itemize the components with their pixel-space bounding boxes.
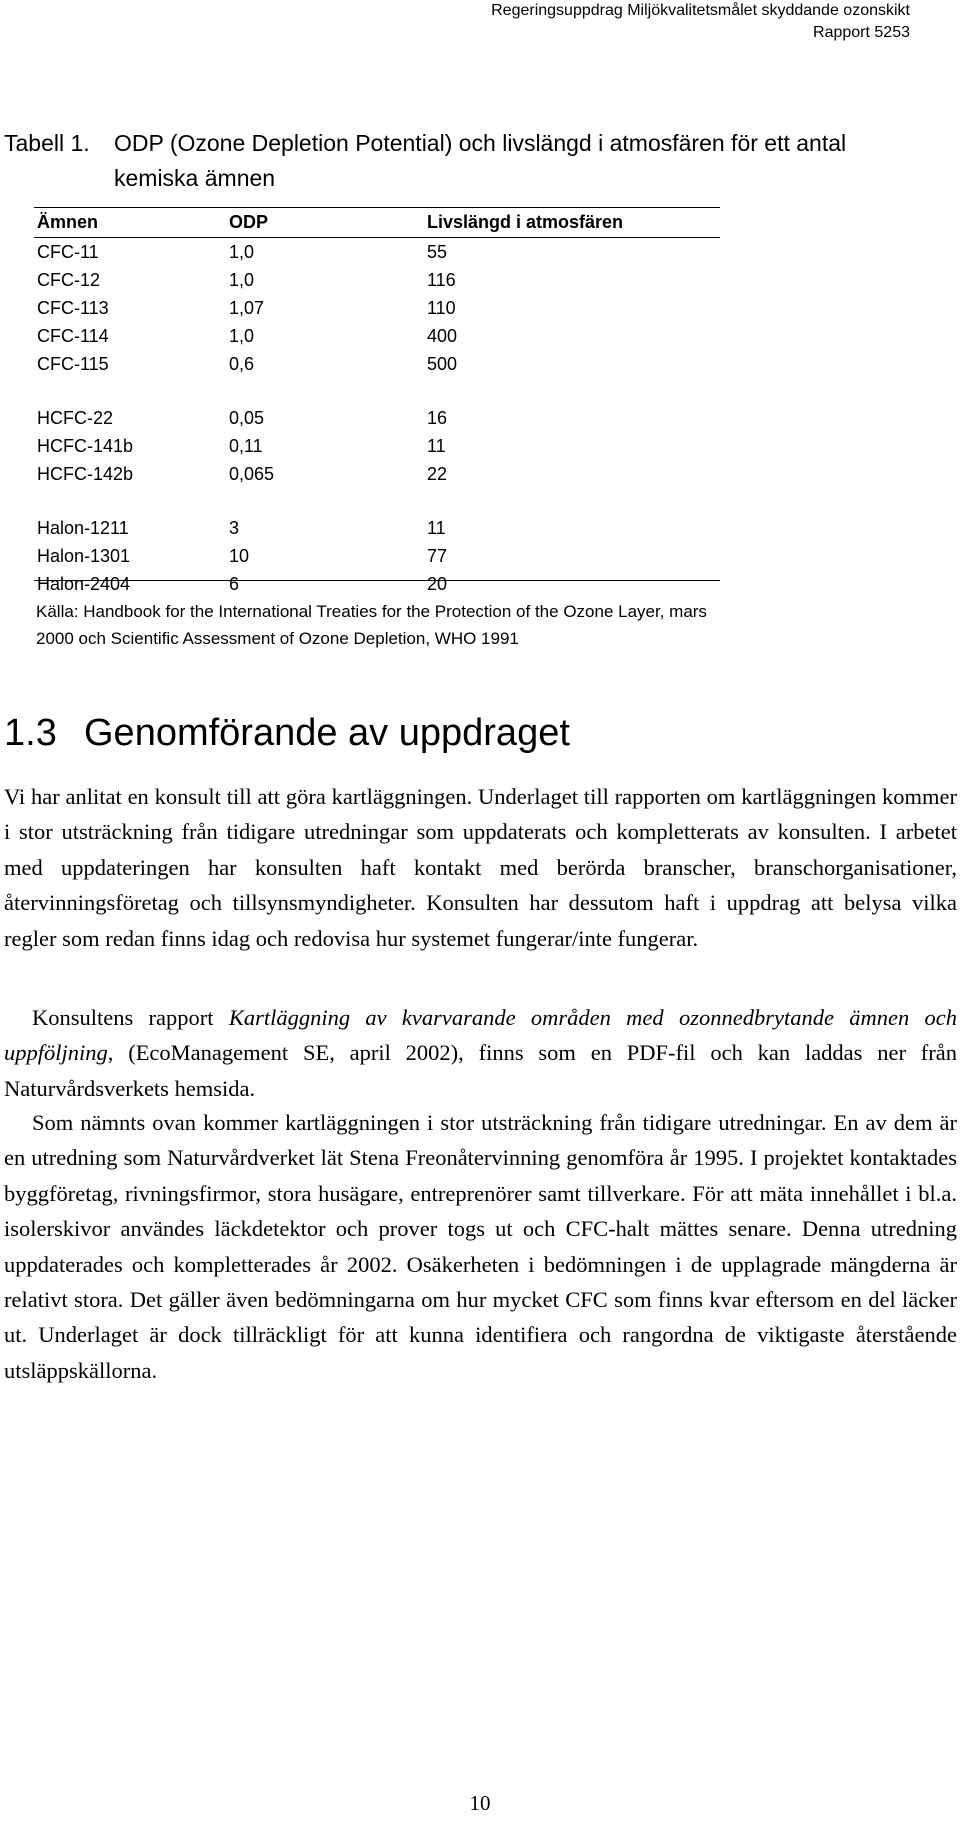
cell-odp: 10: [229, 546, 250, 566]
cell-substance: Halon-1301: [37, 546, 131, 566]
body-paragraph: Som nämnts ovan kommer kartläggningen i stor utsträckning från tidigare utredningar. En av dem är en utredning som Naturvårdverket lät Stena Freonåtervinning genomföra år 1995. I projektet kontaktades byggföretag, rivningsfirmor, stora husägare, entreprenörer samt tillverkare. För att mäta innehållet i bl.a. isolerskivor användes läckdetektor och prover togs ut och CFC-halt mättes senare. Denna utredning uppdaterades och kompletterades år 2002. Osäkerheten i bedömningen i de upplagrade mängderna är relativt stora. Det gäller även bedömningarna om hur mycket CFC som finns kvar eftersom en del läcker ut. Underlaget är dock tillräckligt för att kunna identifiera och rangordna de viktigaste återstående utsläppskällorna.: [4, 1110, 957, 1383]
table-row: [34, 238, 720, 266]
cell-odp: 1,0: [229, 242, 255, 262]
table-row: [34, 322, 720, 350]
cell-substance: CFC-12: [37, 270, 101, 290]
cell-odp: 0,05: [229, 408, 265, 428]
cell-lifetime: 400: [427, 326, 458, 346]
running-header: [491, 0, 910, 44]
cell-substance: Halon-2404: [37, 574, 131, 594]
table-row: [34, 570, 720, 598]
cell-odp: 0,6: [229, 354, 255, 374]
cell-substance: CFC-114: [37, 326, 109, 346]
table-caption-text: ODP (Ozone Depletion Potential) och livslängd i atmosfären för ett antal kemiska ämnen: [114, 130, 847, 191]
table-row: [34, 404, 720, 432]
cell-substance: HCFC-141b: [37, 436, 134, 456]
cell-lifetime: 16: [427, 408, 448, 428]
table-row: [34, 350, 720, 378]
table-source-note: Källa: Handbook for the International Treaties for the Protection of the Ozone Layer, mars 2000 och Scientific Assessment of Ozone Depletion, WHO 1991: [36, 602, 707, 648]
table-row: [34, 460, 720, 488]
cell-odp: 0,11: [229, 436, 263, 456]
cell-substance: CFC-113: [37, 298, 109, 318]
cell-lifetime: 11: [427, 436, 446, 456]
cell-lifetime: 500: [427, 354, 458, 374]
column-header-lifetime: Livslängd i atmosfären: [427, 212, 624, 232]
cell-lifetime: 110: [427, 298, 456, 318]
report-title: Kartläggning av kvarvarande områden med ozonnedbrytande ämnen och uppföljning: [4, 1005, 957, 1066]
table-row: [34, 514, 720, 542]
header-line-2: Rapport 5253: [813, 24, 910, 41]
table-row: [34, 542, 720, 570]
column-header-odp: ODP: [229, 212, 269, 232]
cell-lifetime: 20: [427, 574, 448, 594]
table-bottom-rule: [34, 580, 720, 581]
cell-odp: 1,07: [229, 298, 265, 318]
body-paragraph-report: [4, 1000, 957, 1106]
cell-odp: 1,0: [229, 270, 255, 290]
cell-odp: 1,0: [229, 326, 255, 346]
page-number: 10: [469, 1791, 491, 1815]
cell-substance: Halon-1211: [37, 518, 129, 538]
report-text-before: Konsultens rapport: [32, 1005, 229, 1030]
section-number: 1.3: [4, 712, 57, 754]
section-title: Genomförande av uppdraget: [84, 712, 570, 754]
cell-odp: 6: [229, 574, 240, 594]
cell-lifetime: 11: [427, 518, 446, 538]
cell-substance: CFC-11: [37, 242, 99, 262]
table-row: [34, 432, 720, 460]
table-header-row: [34, 208, 720, 236]
cell-lifetime: 55: [427, 242, 448, 262]
header-line-1: Regeringsuppdrag Miljökvalitetsmålet skyddande ozonskikt: [491, 2, 910, 19]
cell-odp: 3: [229, 518, 240, 538]
cell-lifetime: 116: [427, 270, 456, 290]
column-header-substance: Ämnen: [37, 212, 99, 232]
table-row: [34, 294, 720, 322]
cell-lifetime: 22: [427, 464, 448, 484]
body-paragraph: Vi har anlitat en konsult till att göra kartläggningen. Underlaget till rapporten om kartläggningen kommer i stor utsträckning från tidigare utredningar som uppdaterats och kompletterats av konsulten. I arbetet med uppdateringen har konsulten haft kontakt med berörda branscher, branschorganisationer, återvinningsföretag och tillsynsmyndigheter. Konsulten har dessutom haft i uppdrag att belysa vilka regler som redan finns idag och redovisa hur systemet fungerar/inte fungerar.: [4, 784, 957, 951]
cell-odp: 0,065: [229, 464, 275, 484]
table-caption-number: Tabell 1.: [4, 130, 90, 156]
table-row: [34, 266, 720, 294]
cell-substance: HCFC-22: [37, 408, 114, 428]
cell-substance: HCFC-142b: [37, 464, 134, 484]
cell-lifetime: 77: [427, 546, 448, 566]
report-text-after: , (EcoManagement SE, april 2002), finns som en PDF-fil och kan laddas ner från Naturvårdsverkets hemsida.: [4, 1040, 957, 1101]
cell-substance: CFC-115: [37, 354, 109, 374]
